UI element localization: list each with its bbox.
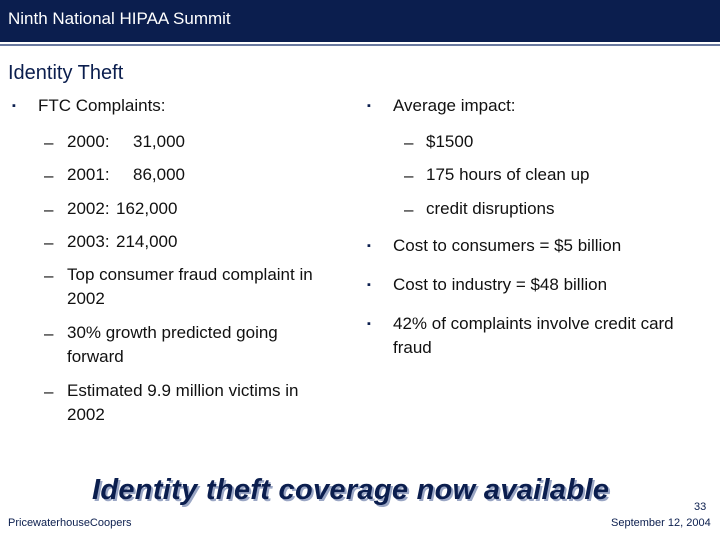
dash-icon: – xyxy=(44,166,54,185)
left-note: 30% growth predicted going xyxy=(67,323,278,342)
left-note: 2002 xyxy=(67,405,105,424)
left-note: Top consumer fraud complaint in xyxy=(67,265,313,284)
dash-icon: – xyxy=(404,200,414,219)
header-title: Ninth National HIPAA Summit xyxy=(8,9,231,28)
left-item-value: 86,000 xyxy=(133,165,185,184)
bullet-square-icon: ▪ xyxy=(367,318,371,330)
left-item-value: 214,000 xyxy=(116,232,178,251)
right-bullet: 42% of complaints involve credit card xyxy=(393,314,674,333)
left-item-year: 2003: xyxy=(67,232,110,251)
right-bullet: Cost to consumers = $5 billion xyxy=(393,236,622,255)
left-item-value: 31,000 xyxy=(133,132,185,151)
dash-icon: – xyxy=(44,200,54,219)
header-bar xyxy=(0,0,720,42)
left-note: Estimated 9.9 million victims in xyxy=(67,381,299,400)
dash-icon: – xyxy=(44,266,54,285)
slide-title: Identity Theft xyxy=(8,62,124,84)
right-sub: 175 hours of clean up xyxy=(426,165,590,184)
right-sub: credit disruptions xyxy=(426,199,555,218)
left-item-year: 2001: xyxy=(67,165,110,184)
left-heading: FTC Complaints: xyxy=(38,96,166,115)
dash-icon: – xyxy=(44,382,54,401)
dash-icon: – xyxy=(404,133,414,152)
coverage-banner: Identity theft coverage now available xyxy=(92,474,610,506)
left-note: 2002 xyxy=(67,289,105,308)
right-bullet: Cost to industry = $48 billion xyxy=(393,275,608,294)
bullet-square-icon: ▪ xyxy=(367,100,371,112)
dash-icon: – xyxy=(44,233,54,252)
right-sub: $1500 xyxy=(426,132,474,151)
dash-icon: – xyxy=(404,166,414,185)
header-divider xyxy=(0,44,720,46)
right-bullet: fraud xyxy=(393,338,432,357)
left-item-value: 162,000 xyxy=(116,199,178,218)
left-item-year: 2002: xyxy=(67,199,110,218)
dash-icon: – xyxy=(44,324,54,343)
bullet-square-icon: ▪ xyxy=(367,240,371,252)
bullet-square-icon: ▪ xyxy=(367,279,371,291)
page-number: 33 xyxy=(694,501,707,513)
footer-company: PricewaterhouseCoopers xyxy=(8,517,132,529)
bullet-square-icon: ▪ xyxy=(12,100,16,112)
footer-date: September 12, 2004 xyxy=(611,517,711,529)
dash-icon: – xyxy=(44,133,54,152)
left-note: forward xyxy=(67,347,124,366)
left-item-year: 2000: xyxy=(67,132,110,151)
right-heading: Average impact: xyxy=(393,96,516,115)
